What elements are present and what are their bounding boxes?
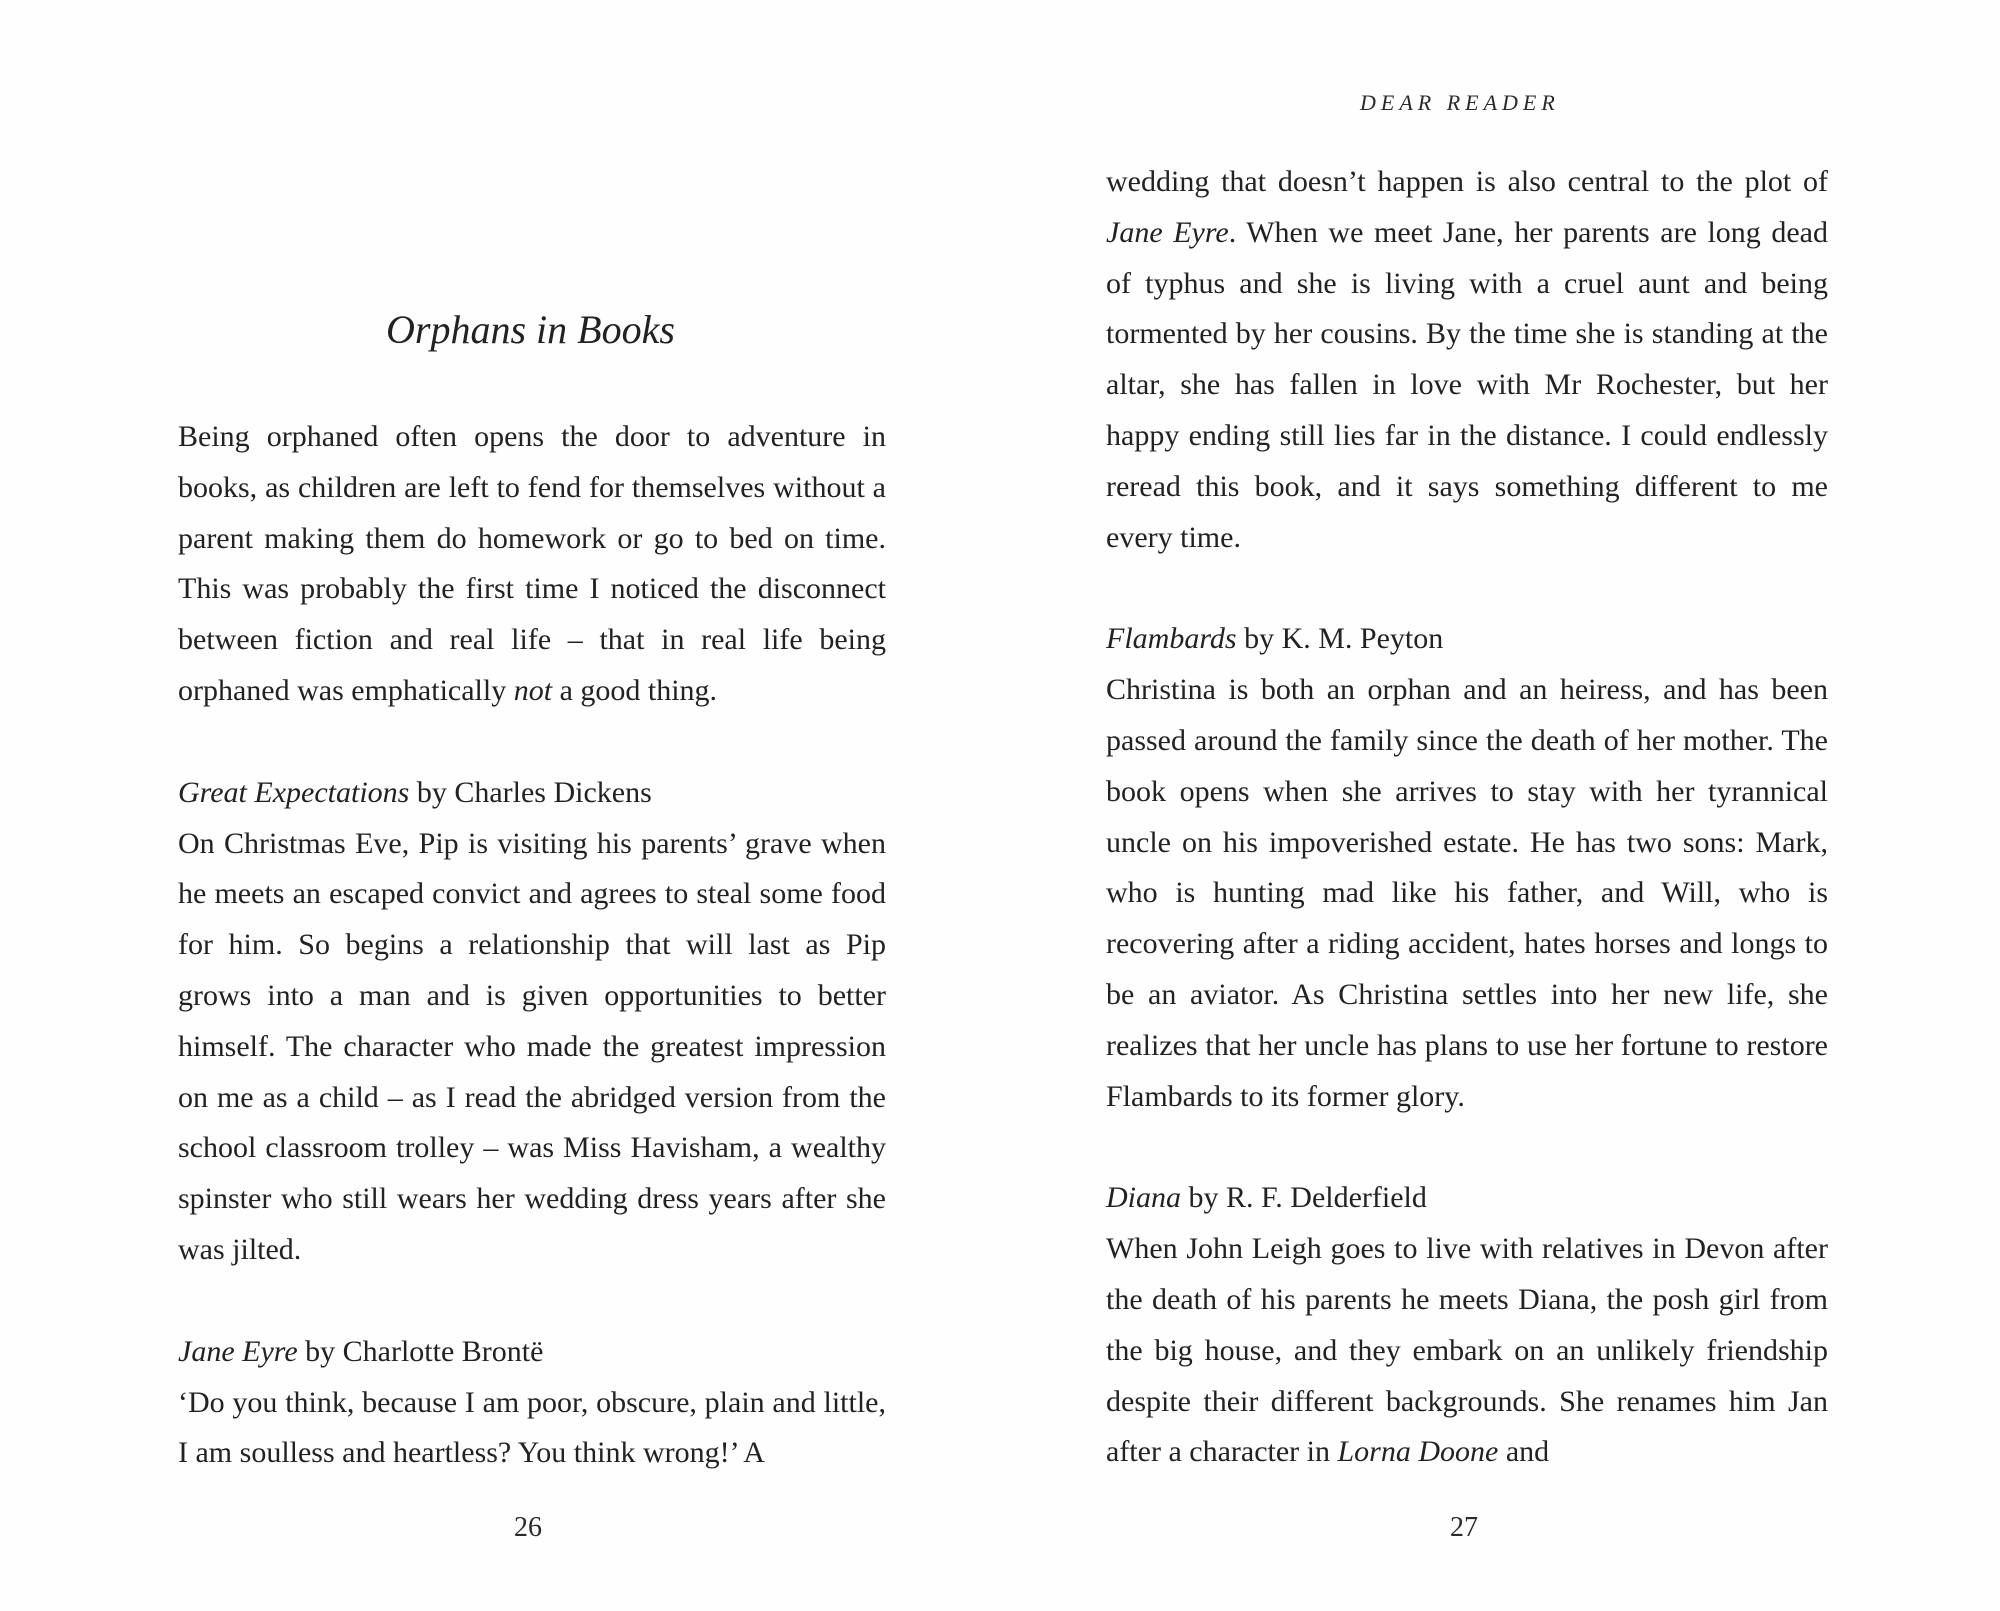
continued-text-2: . When we meet Jane, her parents are long dead of typhus and she is living with a cruel aunt and being tormented by her cousins. By the time she is standing at the altar, she has fallen in love with Mr Rochester, but her happy ending still lies far in the distance. I could endlessly reread this book, and it says something different to me every time. (1106, 215, 1828, 554)
book-title: Jane Eyre (178, 1334, 298, 1368)
book-description-flambards: Christina is both an orphan and an heiress, and has been passed around the family since the death of her mother. The book opens when she arrives to stay with her tyrannical uncle on his impoverished estate. He has two sons: Mark, who is hunting mad like his father, and Will, who is recovering after a riding accident, hates horses and longs to be an aviator. As Christina settles into her new life, she realizes that her uncle has plans to use her fortune to restore Flambards to its former glory. (1106, 673, 1828, 1113)
book-description-diana (1106, 1224, 1828, 1478)
running-head: DEAR READER (1360, 90, 1560, 115)
intro-text-2: a good thing. (552, 673, 718, 707)
section-gap (178, 1276, 886, 1327)
book-author: by R. F. Delderfield (1181, 1181, 1427, 1215)
continued-book-title: Jane Eyre (1106, 215, 1229, 249)
book-title: Diana (1106, 1181, 1181, 1215)
right-text-block (1106, 157, 1828, 1478)
book-title: Great Expectations (178, 775, 410, 809)
book-heading-flambards (1106, 614, 1828, 665)
intro-emphasis: not (513, 673, 553, 707)
section-gap (1106, 563, 1828, 614)
page-number-right: 27 (1450, 1512, 1478, 1543)
book-author: by Charlotte Brontë (297, 1334, 544, 1368)
book-author: by Charles Dickens (409, 775, 652, 809)
page-number-left: 26 (514, 1512, 542, 1543)
intro-paragraph (178, 412, 886, 717)
book-description-great-expectations: On Christmas Eve, Pip is visiting his parents’ grave when he meets an escaped convict and agrees to steal some food for him. So begins a relationship that will last as Pip grows into a man and is given opportunities to better himself. The character who made the greatest impression on me as a child – as I read the abridged version from the school classroom trolley – was Miss Havisham, a wealthy spinster who still wears her wedding dress years after she was jilted. (178, 826, 886, 1266)
section-gap (178, 717, 886, 768)
chapter-title: Orphans in Books (386, 307, 675, 352)
diana-text-1: When John Leigh goes to live with relatives in Devon after the death of his parents he meets Diana, the posh girl from the big house, and they embark on an unlikely friendship despite their different backgrounds. She renames him Jan after a character in (1106, 1232, 1828, 1469)
intro-text-1: Being orphaned often opens the door to adventure in books, as children are left to fend for themselves without a parent making them do homework or go to bed on time. This was probably the first time I noticed the disconnect between fiction and real life – that in real life being orphaned was emphatically (178, 420, 886, 707)
diana-text-2: and (1498, 1435, 1550, 1469)
continued-text-1: wedding that doesn’t happen is also central to the plot of (1106, 165, 1828, 198)
book-description-jane-eyre: ‘Do you think, because I am poor, obscure, plain and little, I am soulless and heartless? You think wrong!’ A (178, 1385, 886, 1470)
book-heading-great-expectations (178, 768, 886, 819)
book-title: Flambards (1106, 622, 1237, 656)
section-gap (1106, 1122, 1828, 1173)
book-heading-jane-eyre (178, 1327, 886, 1378)
book-author: by K. M. Peyton (1236, 622, 1444, 656)
diana-book-title: Lorna Doone (1337, 1435, 1499, 1469)
continued-paragraph (1106, 157, 1828, 563)
book-heading-diana (1106, 1173, 1828, 1224)
left-text-block (178, 412, 886, 1479)
